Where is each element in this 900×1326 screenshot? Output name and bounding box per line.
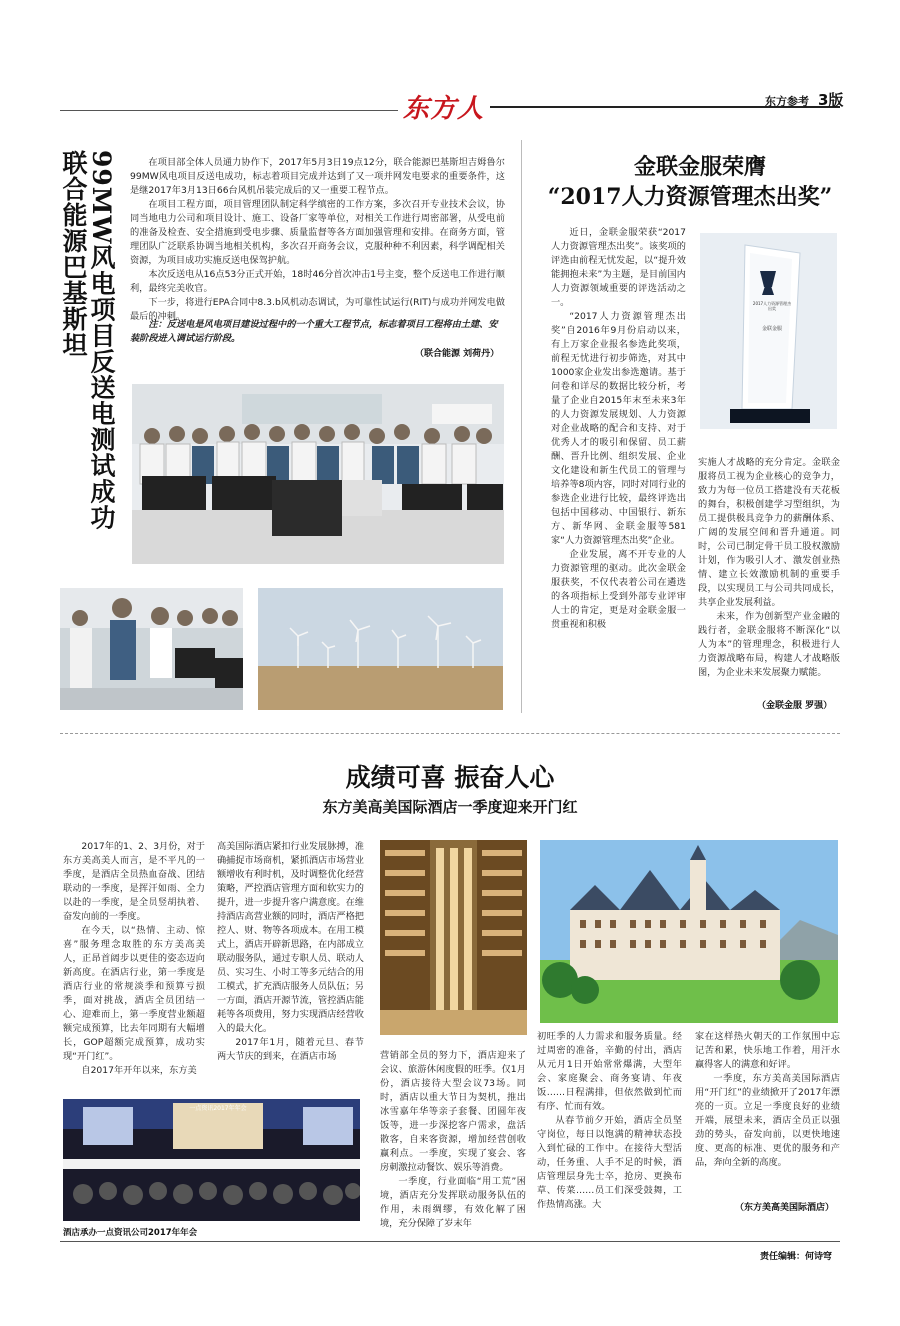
story3-paragraph: 一季度，东方美高美国际酒店用“开门红”的业绩掀开了2017年漂亮的一页。立足一季度良好的业绩开端，展望未来，酒店全员正以强劲的势头，奋发向前，以更快地速度、更高的标准、更优的服务和产品，奔向全新的高度。 <box>695 1073 840 1168</box>
story3-paragraph: 营销部全员的努力下，酒店迎来了会议、旅游休闲度假的旺季。仅1月份，酒店接待大型会议73场。同时，酒店以重大节日为契机，推出冰雪嘉年华等亲子套餐、团圆年夜饭等，进一步深挖客户需求，盘活散客，自来客资源，增加经营创收赢利点。一季度，实现了宴会、客房刺激拉动餐饮、娱乐等消费。 <box>380 1050 526 1173</box>
story2-byline: （金联金服 罗强） <box>757 701 833 711</box>
responsible-editor: 责任编辑：何诗穹 <box>760 1252 833 1262</box>
story1-paragraph: 下一步，将进行EPA合同中8.3.b风机动态调试，为可靠性试运行(RIT)与成功并网发电做最后的冲刺。 <box>130 297 505 322</box>
story3-column5 <box>695 1030 840 1170</box>
annual-meeting-banner: 一点资讯2017年年会 <box>189 1105 247 1112</box>
masthead-rule-left <box>60 110 398 111</box>
story3-column3 <box>380 1049 526 1231</box>
trophy-title: 2017人力资源管理杰出奖 <box>752 301 792 311</box>
story3-paragraph: 2017年1月，随着元旦、春节两大节庆的到来，在酒店市场 <box>217 1037 364 1062</box>
section-divider <box>60 733 840 734</box>
trophy-org: 金联金服 <box>761 326 782 332</box>
hotel-exterior-photo <box>540 840 838 1023</box>
team-computers-photo <box>60 588 243 710</box>
story2-headline-line1: 金联金服荣膺 <box>633 154 766 180</box>
story1-body <box>130 156 505 324</box>
story3-paragraph: 从春节前夕开始，酒店全员坚守岗位，每日以饱满的精神状态投入到忙碌的工作中。在接待大型活动，任务重、人手不足的时候，酒店管理层身先士卒，抢房、更换布草、传菜……员工们深受鼓舞，工作热情高涨。大 <box>537 1115 682 1210</box>
story3-column2 <box>217 840 364 1064</box>
story2-column2 <box>698 456 840 680</box>
story2-paragraph: 近日，金联金服荣获“2017人力资源管理杰出奖”。该奖项的评选由前程无忧发起，以“提升效能拥抱未来”为主题，是目前国内人力资源领域重要的评选活动之一。 <box>551 227 686 308</box>
story2-paragraph: 未来，作为创新型产业金融的践行者，金联金服将不断深化“以人为本”的管理理念，积极进行人力资源战略布局，构建人才战略版图，为企业未来发展聚力赋能。 <box>698 611 840 678</box>
story3-paragraph: 2017年的1、2、3月份，对于东方美高美人而言，是不平凡的一季度，是酒店全员热血奋战、团结联动的一季度，是挥汗如雨、全力以赴的一季度，是全员竖胡执着、奋发向前的一季度。 <box>63 841 205 922</box>
story3-headline: 成绩可喜 振奋人心 <box>345 763 555 792</box>
section-label: 东方参考 <box>765 95 809 108</box>
footer-rule <box>60 1241 840 1242</box>
story3-paragraph: 家在这样热火朝天的工作氛围中忘记苦和累，快乐地工作着，用汗水赢得客人的满意和好评。 <box>695 1031 840 1070</box>
story2-headline-line2: “2017人力资源管理杰出奖” <box>547 184 833 210</box>
story1-paragraph: 本次反送电从16点53分正式开始，18时46分首次冲击1号主变，整个反送电工作进行顺利，最终完美收官。 <box>130 269 505 294</box>
story1-note: 注：反送电是风电项目建设过程中的一个重大工程节点，标志着项目工程将由土建、安装阶段进入调试运行阶段。 <box>130 319 498 344</box>
wind-farm-photo <box>258 588 503 710</box>
control-room-photo <box>132 384 504 564</box>
trophy-photo <box>700 233 837 429</box>
hotel-atrium-photo <box>380 840 527 1035</box>
story3-paragraph: 自2017年开年以来，东方美 <box>81 1065 197 1076</box>
page-number: 3版 <box>818 91 844 109</box>
story3-column4 <box>537 1030 682 1212</box>
story1-paragraph: 在项目工程方面，项目管理团队制定科学缜密的工作方案，多次召开专业技术会议，协同当地电力公司和项目设计、施工、设备厂家等单位，对相关工作进行周密部署，从受电前的准备及检查、安全措施到受电步骤、质量监督等各方面加强管理和安排。在商务方面，管理团队广泛联系协调当地相关机构，多次召开商务会议，克服种种不利因素，科学调配相关资源，为项目成功实施反送电保驾护航。 <box>130 199 505 266</box>
column-divider <box>521 140 522 713</box>
story2-paragraph: “2017人力资源管理杰出奖”自2016年9月份启动以来，有上万家企业报名参选此奖项，前程无忧进行初步筛选，对其中1000家企业发出参选邀请。基于问卷和详尽的数据比较分析，考量了企业自2015年末至未来3年的人力资源发展规划、人力资源对企业战略的配合和支持、对于优秀人才的吸引和保留、员工薪酬、晋升比例、组织发展、企业文化建设和新生代员工的管理与培养等8项内容，同时对同行业的参选企业进行比较，最终评选出包括中国移动、中国银行、新东方、新华网、金联金服等581家“人力资源管理杰出奖”企业。 <box>551 311 686 546</box>
story2-column1 <box>551 226 686 632</box>
story1-byline: （联合能源 刘荷丹） <box>415 349 500 359</box>
story2-paragraph: 企业发展，离不开专业的人力资源管理的驱动。此次金联金服获奖，不仅代表着公司在遴选的各项指标上受到外部专业评审人士的肯定，更是对金联金服一贯重视和积极 <box>551 549 686 630</box>
story3-paragraph: 在今天，以“热情、主动、惊喜”服务理念取胜的东方美高美人，正昂首阔步以更佳的姿态迈向新高度。在酒店行业，第一季度是酒店行业的常规淡季和预算亏损季，面对挑战，酒店全员团结一心、迎难而上，第一季度营业额超额完成预算，比去年同期有大幅增长，GOP超额完成预算，成功实现“开门红”。 <box>63 925 205 1062</box>
story3-paragraph: 高美国际酒店紧扣行业发展脉搏，准确捕捉市场商机，紧抓酒店市场营业额增收有利时机，及时调整优化经营策略，严控酒店管理方面和软实力的提升，进一步提升客户满意度。在维持酒店高营业额的同时，酒店严格把控人、财、物等各项成本。在用工模式上，酒店开辟新思路，在内部成立联动服务队，通过专职人员、联动人员、实习生、小时工等多元结合的用工模式，扩充酒店服务人员队伍；另一方面，酒店开源节流，管控酒店能耗等各项费用，努力实现酒店经营收入的最大化。 <box>217 841 364 1034</box>
annual-meeting-photo <box>63 1099 360 1221</box>
story2-paragraph: 实施人才战略的充分肯定。金联金服将员工视为企业核心的竞争力，致力为每一位员工搭建没有天花板的舞台，积极创建学习型组织，为员工提供极具竞争力的薪酬体系、广阔的发展空间和晋升通道。同时，公司已制定骨干员工股权激励计划，作为吸引人才、激发创业热情、建立长效激励机制的重要手段，以实现员工与公司共同成长，共享企业发展利益。 <box>698 457 840 608</box>
story3-paragraph: 初旺季的人力需求和服务质量。经过周密的准备，辛勤的付出，酒店从元月1日开始常常爆满，大型年会、家庭聚会、商务宴请、年夜饭……日程满排，但依然做到忙而有序、忙而有效。 <box>537 1031 682 1112</box>
story1-paragraph: 在项目部全体人员通力协作下，2017年5月3日19点12分，联合能源巴基斯坦吉姆鲁尔99MW风电项目反送电成功，标志着项目完成并达到了又一项并网发电要求的重要条件，这是继2017年3月13日66台风机吊装完成后的又一重要工程节点。 <box>130 157 505 196</box>
story3-column1 <box>63 840 205 1078</box>
masthead-logo: 东方人 <box>403 94 485 124</box>
annual-meeting-caption: 酒店承办一点资讯公司2017年年会 <box>63 1228 198 1238</box>
story1-headline-line1: 99MW风电项目反送电测试成功 <box>87 150 116 531</box>
story3-subhead: 东方美高美国际酒店一季度迎来开门红 <box>322 798 578 816</box>
story3-byline: （东方美高美国际酒店） <box>735 1203 835 1213</box>
story3-paragraph: 一季度，行业面临“用工荒”困境，酒店充分发挥联动服务队伍的作用，未雨绸缪，有效化解了困境，充分保障了岁末年 <box>380 1176 526 1229</box>
story1-headline-line2: 联合能源巴基斯坦 <box>59 150 88 358</box>
